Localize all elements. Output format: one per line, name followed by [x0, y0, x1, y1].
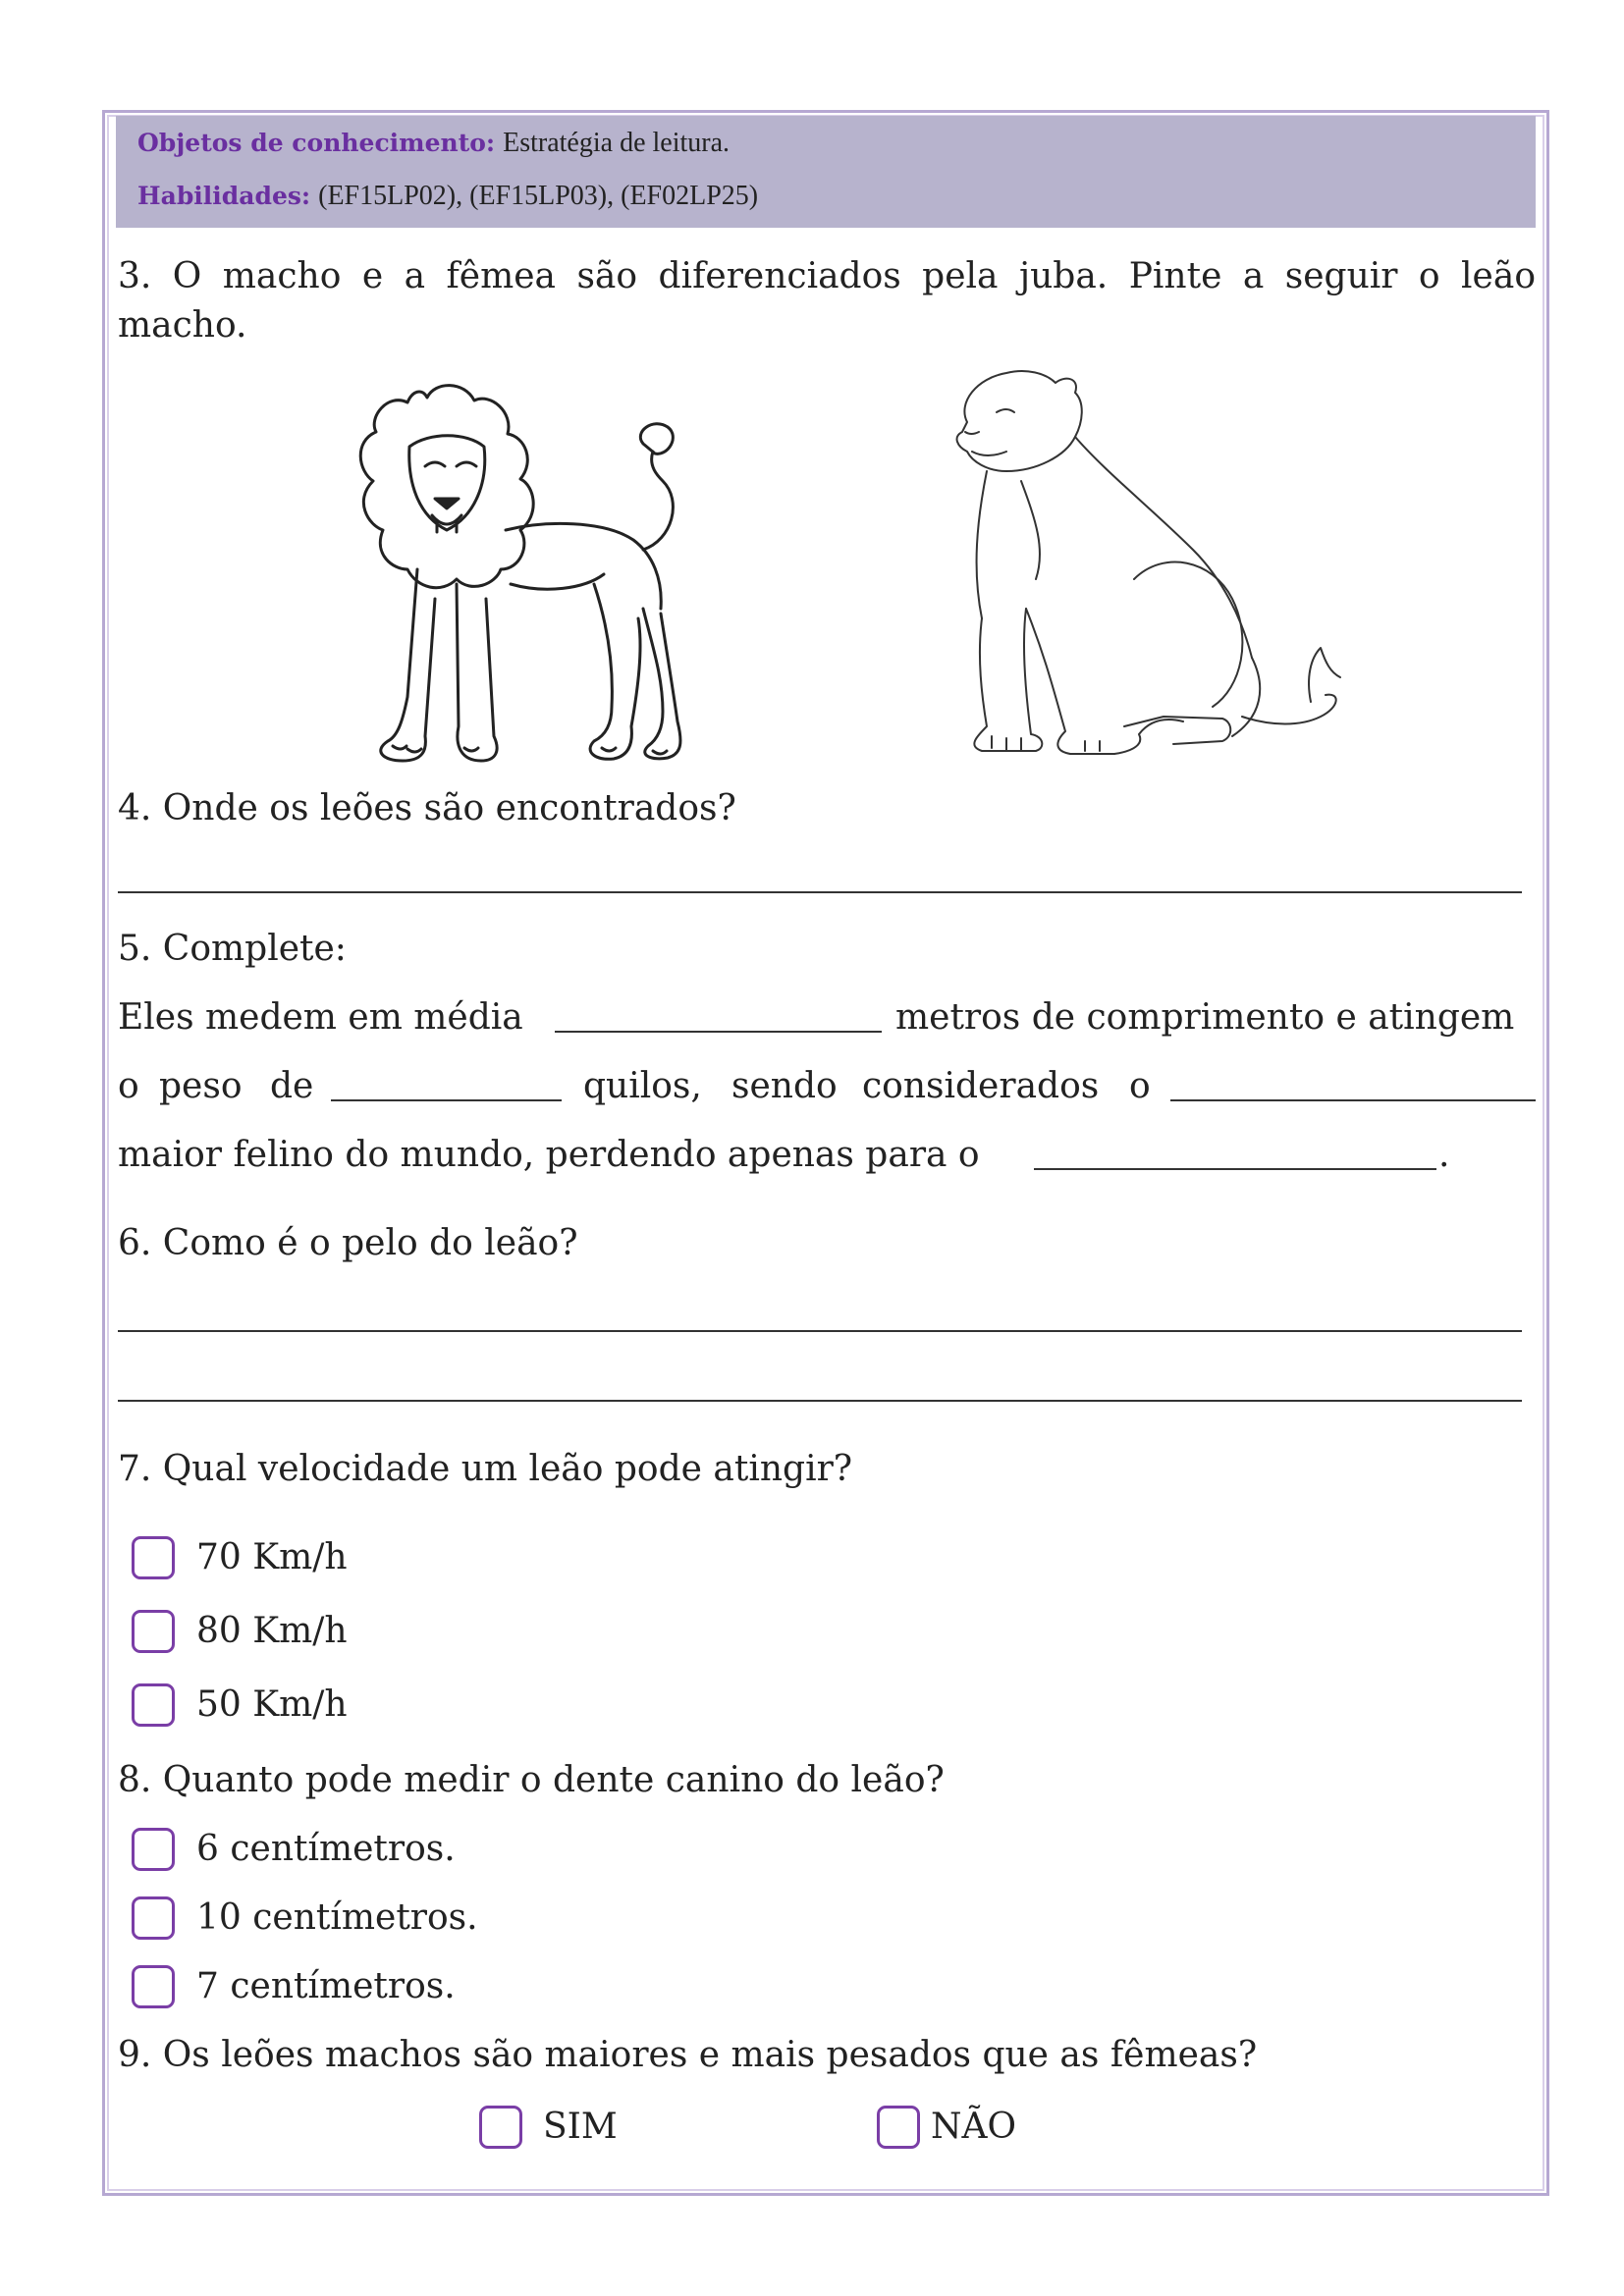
q7-option-3: 50 Km/h — [196, 1684, 348, 1725]
checkbox-q8-option-1[interactable] — [132, 1828, 175, 1871]
q5-text-2c: de — [270, 1066, 314, 1106]
option-nao: NÃO — [931, 2107, 1017, 2147]
q8-option-2: 10 centímetros. — [196, 1897, 478, 1938]
habilidades-value: (EF15LP02), (EF15LP03), (EF02LP25) — [318, 181, 759, 211]
blank-weight[interactable] — [331, 1099, 562, 1101]
answer-line-q6-1[interactable] — [118, 1330, 1522, 1332]
q5-text-2g: o — [1129, 1066, 1151, 1106]
q5-text-1b: metros de comprimento e atingem — [895, 997, 1515, 1038]
question-3-line2: macho. — [118, 305, 247, 346]
q8-option-1: 6 centímetros. — [196, 1829, 456, 1869]
checkbox-q7-option-1[interactable] — [132, 1536, 175, 1579]
question-8: 8. Quanto pode medir o dente canino do leão? — [118, 1760, 945, 1800]
q5-text-2b: peso — [159, 1066, 243, 1106]
question-3-line1: 3. O macho e a fêmea são diferenciados pela juba. Pinte a seguir o leão — [118, 256, 1536, 296]
blank-rank[interactable] — [1170, 1099, 1536, 1101]
q8-option-3: 7 centímetros. — [196, 1966, 456, 2006]
objetos-value: Estratégia de leitura. — [503, 128, 731, 158]
objetos-line — [137, 128, 730, 159]
q7-option-2: 80 Km/h — [196, 1611, 348, 1651]
q5-text-3a: maior felino do mundo, perdendo apenas para o — [118, 1135, 980, 1175]
blank-animal[interactable] — [1034, 1168, 1436, 1170]
checkbox-nao[interactable] — [877, 2106, 920, 2149]
q5-text-2d: quilos, — [583, 1066, 702, 1106]
answer-line-q4[interactable] — [118, 891, 1522, 893]
checkbox-q8-option-2[interactable] — [132, 1896, 175, 1940]
lion-male-icon — [349, 373, 736, 771]
habilidades-line — [137, 181, 758, 212]
lioness-icon — [928, 363, 1380, 785]
checkbox-q7-option-3[interactable] — [132, 1683, 175, 1727]
objetos-label: Objetos de conhecimento: — [137, 129, 496, 157]
question-7: 7. Qual velocidade um leão pode atingir? — [118, 1449, 853, 1489]
question-4: 4. Onde os leões são encontrados? — [118, 788, 736, 828]
blank-length[interactable] — [555, 1031, 882, 1033]
option-sim: SIM — [543, 2107, 618, 2147]
q5-text-1a: Eles medem em média — [118, 997, 523, 1038]
q5-text-2f: considerados — [862, 1066, 1100, 1106]
checkbox-q8-option-3[interactable] — [132, 1965, 175, 2008]
question-6: 6. Como é o pelo do leão? — [118, 1223, 578, 1263]
q5-text-2a: o — [118, 1066, 139, 1106]
checkbox-q7-option-2[interactable] — [132, 1610, 175, 1653]
q5-text-3b: . — [1438, 1135, 1450, 1175]
q5-text-2e: sendo — [731, 1066, 838, 1106]
q7-option-1: 70 Km/h — [196, 1537, 348, 1577]
question-5-title: 5. Complete: — [118, 929, 347, 969]
checkbox-sim[interactable] — [479, 2106, 522, 2149]
habilidades-label: Habilidades: — [137, 182, 311, 210]
answer-line-q6-2[interactable] — [118, 1400, 1522, 1402]
question-9: 9. Os leões machos são maiores e mais pesados que as fêmeas? — [118, 2035, 1258, 2075]
